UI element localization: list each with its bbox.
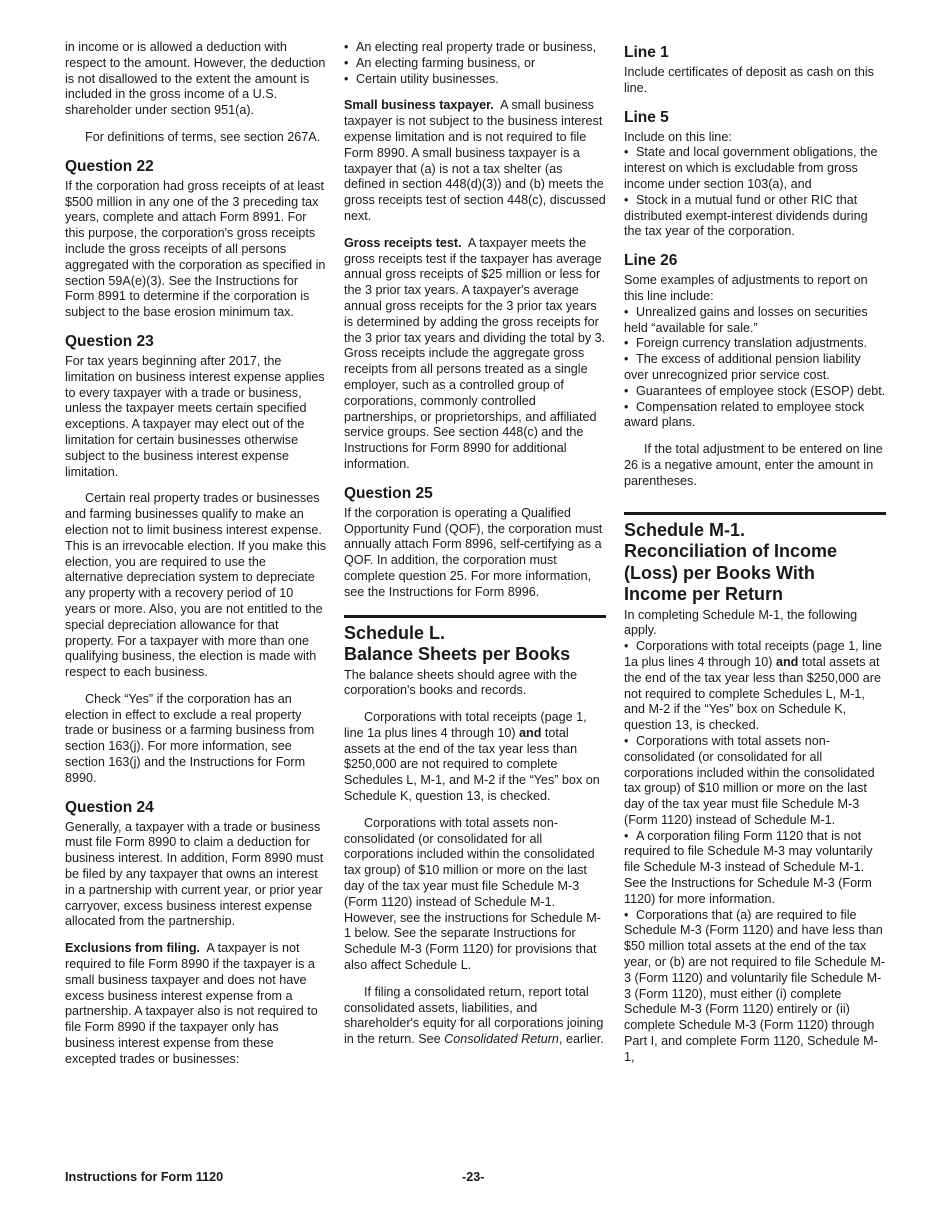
paragraph: Include on this line: — [624, 129, 732, 144]
paragraph: For definitions of terms, see section 267A. — [85, 129, 321, 144]
list-item: • Foreign currency translation adjustments. — [624, 336, 886, 352]
bullet-list — [344, 40, 606, 87]
paragraph: Certain real property trades or businesses and farming businesses qualify to make an election not to limit business interest expense. This is an irrevocable election. If you make this election, you are required to use the alternative depreciation system to depreciate any property with a recovery period of 10 years or more. Also, you are not entitled to the special depreciation allowance for that property. For a taxpayer with more than one qualifying business, the election is made with respect to each business. — [65, 491, 327, 680]
paragraph: If the corporation is operating a Qualified Opportunity Fund (QOF), the corporation must annually attach Form 8996, self-certifying as a QOF. In addition, the corporation must complete question 25. For more information, see the Instructions for Form 8996. — [344, 505, 603, 599]
paragraph: If the total adjustment to be entered on line 26 is a negative amount, enter the amount in parentheses. — [624, 442, 883, 488]
paragraph: For tax years beginning after 2017, the limitation on business interest expense applies to every taxpayer with a trade or business, unless the taxpayer meets certain specified exceptions. A taxpayer may elect out of the limitation for certain businesses otherwise subject to the business interest expense limitation. — [65, 353, 325, 479]
heading-question-24: Question 24 — [65, 798, 154, 816]
heading-line: Schedule L. — [344, 622, 446, 643]
paragraph — [344, 985, 606, 1048]
paragraph: Corporations with total assets non-consolidated (or consolidated for all corporations included within the consolidated tax group) of $10 million or more on the last day of the tax year must file Schedule M-3 (Form 1120) instead of Schedule M-1. However, see the instructions for Schedule M-1 below. See the separate Instructions for Schedule M-3 (Form 1120) for provisions that also affect Schedule L. — [344, 815, 601, 973]
list-item: • Stock in a mutual fund or other RIC that distributed exempt-interest dividends during the tax year of the corporation. — [624, 193, 886, 240]
text: If filing a consolidated return, report total consolidated assets, liabilities, and shareholder's equity for all corporations joining in the return. See — [344, 984, 604, 1047]
run-in-heading: Small business taxpayer. — [344, 98, 494, 113]
paragraph-small-business-taxpayer — [344, 98, 606, 224]
bullet-list — [624, 145, 886, 240]
heading-line-26: Line 26 — [624, 252, 678, 270]
paragraph-gross-receipts-test — [344, 236, 606, 473]
text: A small business taxpayer is not subject to the business interest expense limitation and is not required to file Form 8990. A small business taxpayer is a taxpayer that (a) is not a tax shelter (as defined in section 448(d)(3)) and (b) meets the gross receipts test of section 448(c), discussed next. — [344, 98, 606, 223]
paragraph: Include certificates of deposit as cash on this line. — [624, 65, 874, 95]
list-item: • Corporations that (a) are required to file Schedule M-3 (Form 1120) and have less than $50 million total assets at the end of the tax year, or (b) are not required to file Schedule M-3 (Form 1120) and voluntarily file Schedule M-3 (Form 1120), must either (i) complete Schedule M-3 (Form 1120) entirely or (ii) complete Schedule M-3 (Form 1120) through Part I, and complete Form 1120, Schedule M-1, — [624, 908, 886, 1066]
text: A taxpayer meets the gross receipts test if the taxpayer has average annual gross receipts of $25 million or less for the 3 prior tax years. A taxpayer's average annual gross receipts for the 3 prior tax years is determined by adding the gross receipts for the 3 prior tax years and dividing the total by 3. Gross receipts include the aggregate gross receipts from all persons treated as a single employer, such as a controlled group of corporations, commonly controlled partnerships, or proprietorships, and affiliated service groups. See section 448(c) and the Instructions for Form 8990 for additional information. — [344, 235, 606, 471]
run-in-heading: Exclusions from filing. — [65, 941, 201, 956]
heading-line: Schedule M-1. — [624, 519, 746, 540]
heading-line: Reconciliation of Income — [624, 541, 838, 562]
heading-line: (Loss) per Books With — [624, 562, 815, 583]
section-divider — [344, 615, 606, 618]
text: total assets at the end of the tax year less than $250,000 are not required to complete Schedules L, M-1, and M-2 if the “Yes” box on Schedule K, question 13, is checked. — [624, 654, 881, 733]
emphasis: and — [775, 654, 799, 669]
heading-question-25: Question 25 — [344, 484, 433, 502]
list-item: • An electing real property trade or business, — [344, 40, 606, 56]
heading-line: Income per Return — [624, 584, 784, 605]
bullet-list — [624, 305, 886, 431]
paragraph: In completing Schedule M-1, the following apply. — [624, 607, 858, 638]
paragraph: Check “Yes” if the corporation has an election in effect to exclude a real property trade or business or a farming business from section 163(j). For more information, see section 163(j) and the Instructions for Form 8990. — [65, 691, 315, 785]
text: total assets at the end of the tax year less than $250,000 are not required to complete Schedules L, M-1, and M-2 if the “Yes” box on Schedule K, question 13, is checked. — [344, 725, 600, 804]
list-item: • Compensation related to employee stock award plans. — [624, 400, 886, 432]
heading-schedule-m1 — [624, 520, 886, 606]
text: , earlier. — [558, 1032, 604, 1047]
paragraph: If the corporation had gross receipts of at least $500 million in any one of the 3 preceding tax years, complete and attach Form 8991. For this purpose, the corporation's gross receipts include the gross receipts of all persons aggregated with the corporation as specified in section 59A(e)(3). See the Instructions for Form 8991 to determine if the corporation is subject to the base erosion minimum tax. — [65, 178, 326, 320]
section-divider — [624, 512, 886, 515]
list-item: • A corporation filing Form 1120 that is not required to file Schedule M-3 may voluntarily file Schedule M-3 instead of Schedule M-1. See the Instructions for Schedule M-3 (Form 1120) for more information. — [624, 829, 886, 908]
column-right — [624, 40, 886, 1066]
paragraph — [344, 710, 606, 805]
heading-schedule-l — [344, 623, 606, 666]
text: Corporations with total receipts (page 1, line 1a plus lines 4 through 10) — [624, 639, 882, 669]
bullet-list — [624, 639, 886, 1066]
emphasis: and — [519, 725, 542, 740]
run-in-heading: Gross receipts test. — [344, 235, 462, 250]
paragraph-exclusions — [65, 941, 327, 1067]
text: A taxpayer is not required to file Form 8990 if the taxpayer is a small business taxpayer and does not have excess business interest expense from a partnership. A taxpayer also is not required to file Form 8990 if the taxpayer only has business interest expense from these excepted trades or businesses: — [65, 941, 318, 1066]
heading-question-23: Question 23 — [65, 332, 154, 350]
page-number: -23- — [462, 1170, 485, 1184]
paragraph: Generally, a taxpayer with a trade or business must file Form 8990 to claim a deduction for business interest. In addition, Form 8990 must be filed by any taxpayer that owns an interest in a partnership with current year, or prior year carryover, excess business interest expense allocated from the partnership. — [65, 819, 324, 929]
heading-question-22: Question 22 — [65, 157, 154, 175]
list-item: • Guarantees of employee stock (ESOP) debt. — [624, 384, 886, 400]
cross-reference: Consolidated Return — [444, 1032, 559, 1047]
heading-line: Balance Sheets per Books — [344, 644, 571, 664]
paragraph: in income or is allowed a deduction with respect to the amount. However, the deduction is not disallowed to the extent the amount is included in the gross income of a U.S. shareholder under section 951(a). — [65, 40, 326, 118]
heading-line-1: Line 1 — [624, 44, 669, 61]
column-middle — [344, 40, 606, 1048]
list-item: • The excess of additional pension liability over unrecognized prior service cost. — [624, 352, 886, 384]
list-item: • Unrealized gains and losses on securities held “available for sale.” — [624, 305, 886, 337]
paragraph: The balance sheets should agree with the corporation's books and records. — [344, 667, 578, 698]
footer-form-title: Instructions for Form 1120 — [65, 1170, 224, 1184]
list-item: • Certain utility businesses. — [344, 72, 606, 88]
list-item — [624, 639, 886, 734]
list-item: • State and local government obligations, the interest on which is excludable from gross income under section 103(a), and — [624, 145, 886, 192]
heading-line-5: Line 5 — [624, 108, 669, 126]
list-item: • An electing farming business, or — [344, 56, 606, 72]
text: Corporations with total receipts (page 1, line 1a plus lines 4 through 10) — [344, 710, 587, 740]
paragraph: Some examples of adjustments to report on this line include: — [624, 273, 868, 303]
list-item: • Corporations with total assets non-consolidated (or consolidated for all corporations included within the consolidated tax group) of $10 million or more on the last day of the tax year must file Schedule M-3 (Form 1120) instead of Schedule M-1. — [624, 734, 886, 829]
column-left — [65, 40, 327, 1068]
